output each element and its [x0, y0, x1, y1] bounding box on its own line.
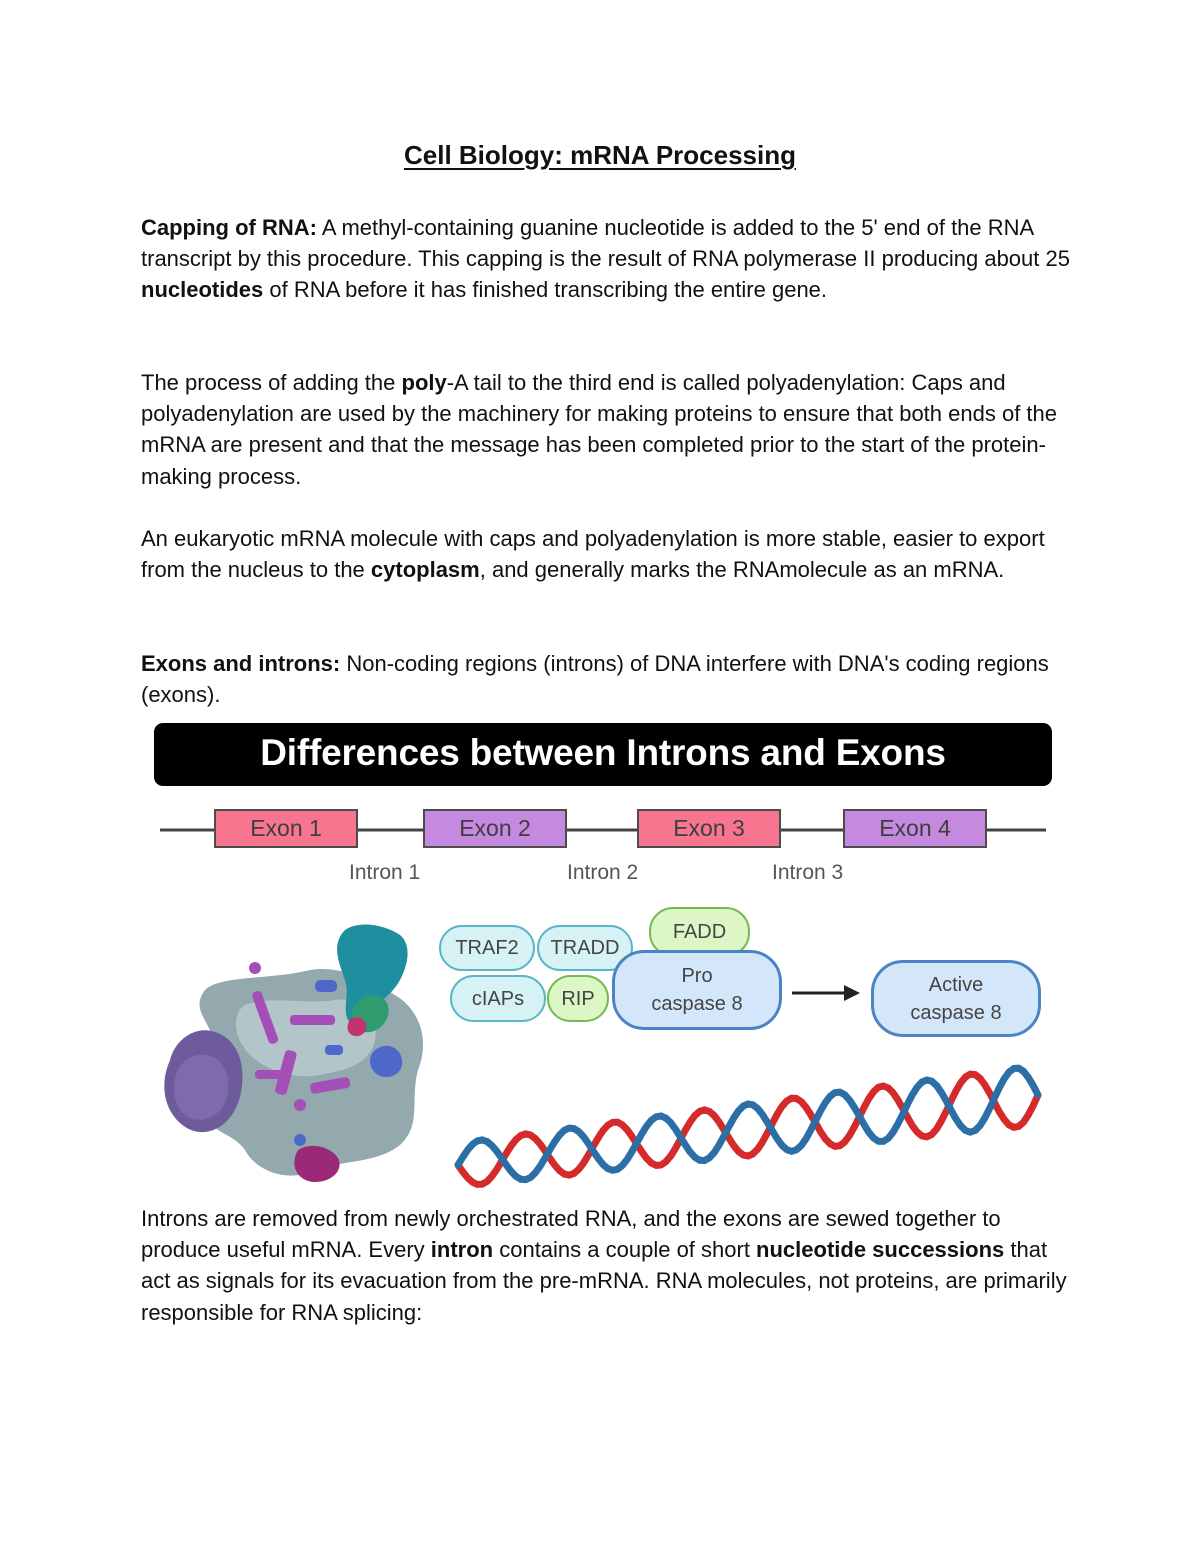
active-caspase-line-1: Active: [928, 973, 984, 996]
capping-text-1: A methyl-containing guanine nucleotide is added to the 5' end of the RNA transcript by this procedure. This capping is the result of RNA polymerase II producing about 25: [141, 215, 1070, 272]
exon-3-box: Exon 3: [637, 809, 781, 848]
splicing-text-3: that act as signals for its evacuation from the pre-mRNA. RNA molecules, not proteins, are primarily responsible for RNA splicing:: [141, 1237, 1067, 1325]
tradd-protein: TRADD: [537, 925, 633, 971]
procaspase-8: [612, 950, 782, 1030]
traf2-protein: TRAF2: [439, 925, 535, 971]
cytoplasm-term: cytoplasm: [370, 557, 480, 583]
rip-protein: RIP: [547, 975, 609, 1022]
intron-1-label: Intron 1: [349, 861, 421, 884]
nucleotide-successions-term: nucleotide successions: [756, 1237, 1005, 1263]
capping-paragraph: [141, 212, 1071, 306]
polyadenylation-paragraph: [141, 367, 1071, 492]
splicing-text-2: contains a couple of short: [493, 1237, 757, 1263]
introns-exons-figure: [150, 720, 1055, 1190]
dna-double-helix-icon: [450, 1050, 1050, 1190]
splicing-paragraph: [141, 1203, 1071, 1328]
exons-introns-paragraph: [141, 648, 1071, 710]
ciaps-protein: cIAPs: [450, 975, 546, 1022]
procaspase-line-1: Pro: [681, 965, 713, 987]
exons-introns-heading: Exons and introns:: [141, 651, 341, 676]
exon-4-box: Exon 4: [843, 809, 987, 848]
figure-title: Differences between Introns and Exons: [260, 732, 946, 773]
exon-2-box: Exon 2: [423, 809, 567, 848]
intron-3-label: Intron 3: [772, 861, 844, 884]
active-caspase-8: [871, 960, 1041, 1037]
exon-1-box: Exon 1: [214, 809, 358, 848]
arrow-right-icon: [790, 982, 862, 1004]
eukaryotic-mrna-paragraph: [141, 523, 1071, 585]
polya-text-1: The process of adding the: [141, 370, 402, 395]
procaspase-line-2: caspase 8: [651, 993, 743, 1015]
fadd-protein: FADD: [649, 907, 750, 957]
intron-term: intron: [430, 1237, 494, 1263]
nucleotides-term: nucleotides: [141, 277, 264, 303]
ribosome-illustration: [160, 920, 435, 1185]
euk-text-1: An eukaryotic mRNA molecule with caps and polyadenylation is more stable, easier to export from the nucleus to the: [141, 526, 1045, 583]
capping-heading: Capping of RNA:: [141, 215, 317, 240]
splicing-text-1: Introns are removed from newly orchestrated RNA, and the exons are sewed together to produce useful mRNA. Every: [141, 1206, 1001, 1263]
polya-text-2: -A tail to the third end is called polyadenylation: Caps and polyadenylation are used by the machinery for making proteins to ensure that both ends of the mRNA are present and that the message has been completed prior to the start of the protein-making process.: [141, 370, 1058, 489]
exons-introns-text: Non-coding regions (introns) of DNA interfere with DNA's coding regions (exons).: [141, 651, 1049, 708]
poly-term: poly: [401, 370, 447, 395]
active-caspase-line-2: caspase 8: [910, 1001, 1002, 1024]
page-title: Cell Biology: mRNA Processing: [404, 140, 796, 170]
intron-2-label: Intron 2: [567, 861, 639, 884]
euk-text-2: , and generally marks the RNAmolecule as an mRNA.: [479, 557, 1005, 583]
capping-text-2: of RNA before it has finished transcribing the entire gene.: [263, 277, 828, 303]
